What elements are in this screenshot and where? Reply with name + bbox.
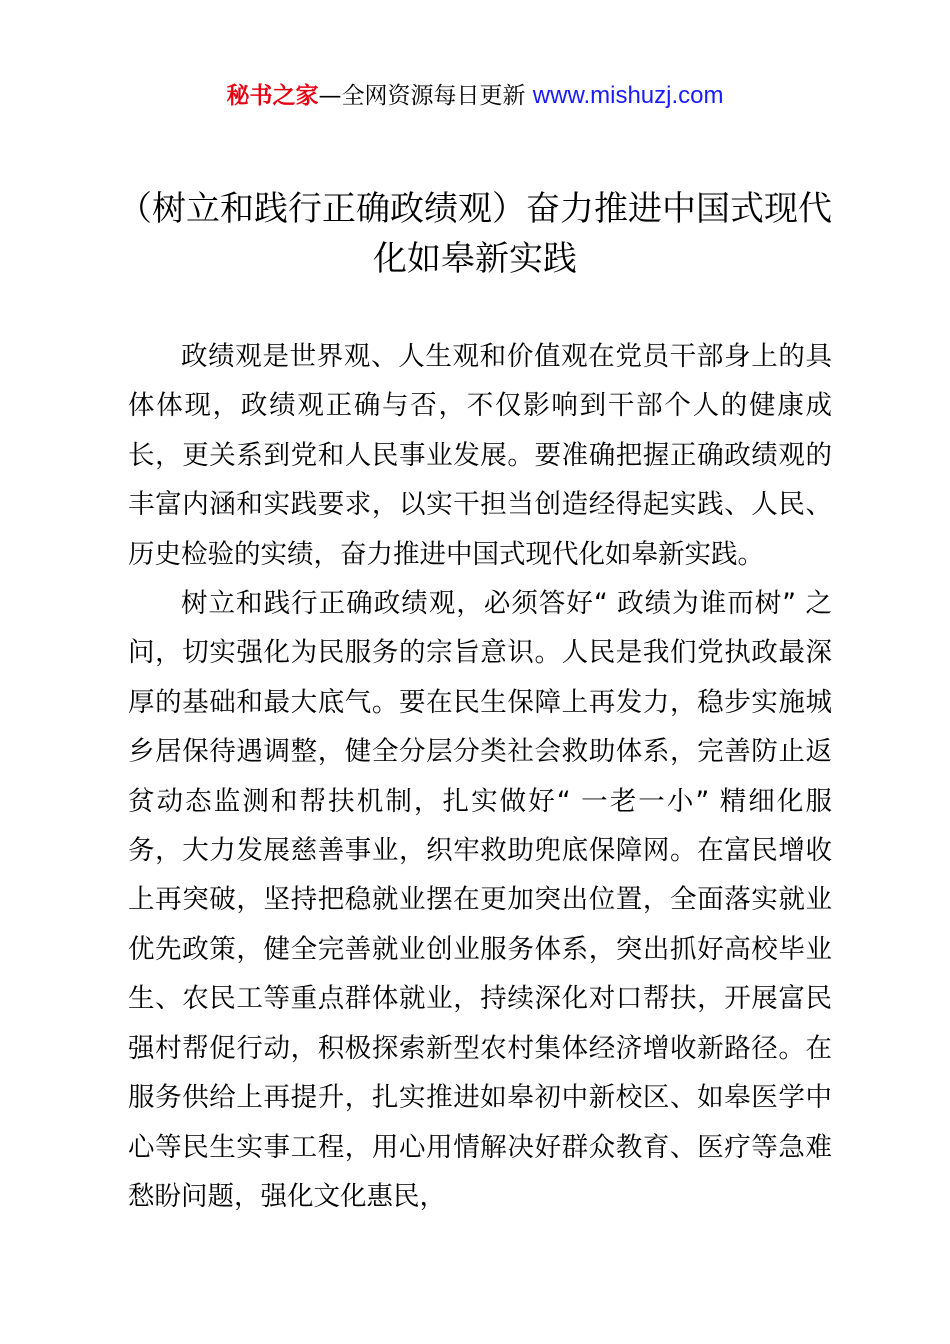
- site-brand: 秘书之家: [226, 83, 319, 109]
- document-title: （树立和践行正确政绩观）奋力推进中国式现代化如皋新实践: [118, 189, 832, 279]
- site-tagline: —全网资源每日更新: [318, 83, 533, 109]
- body-paragraph-2: 树立和践行正确政绩观，必须答好“ 政绩为谁而树” 之问，切实强化为民服务的宗旨意识。人民是我们党执政最深厚的基础和最大底气。要在民生保障上再发力，稳步实施城乡居保待遇调整，健全分层分类社会救助体系，完善防止返贫动态监测和帮扶机制，扎实做好“ 一老一小” 精细化服务，大力发展慈善事业，织牢救助兜底保障网。在富民增收上再突破，坚持把稳就业摆在更加突出位置，全面落实就业优先政策，健全完善就业创业服务体系，突出抓好高校毕业生、农民工等重点群体就业，持续深化对口帮扶，开展富民强村帮促行动，积极探索新型农村集体经济增收新路径。在服务供给上再提升，扎实推进如皋初中新校区、如皋医学中心等民生实事工程，用心用情解决好群众教育、医疗等急难愁盼问题，强化文化惠民，: [128, 588, 832, 1212]
- site-url-link[interactable]: www.mishuzj.com: [532, 82, 724, 109]
- document-body: [128, 332, 832, 1221]
- site-header: [0, 80, 950, 112]
- body-paragraph-1: 政绩观是世界观、人生观和价值观在党员干部身上的具体体现，政绩观正确与否，不仅影响到干部个人的健康成长，更关系到党和人民事业发展。要准确把握正确政绩观的丰富内涵和实践要求，以实干担当创造经得起实践、人民、历史检验的实绩，奋力推进中国式现代化如皋新实践。: [128, 341, 832, 570]
